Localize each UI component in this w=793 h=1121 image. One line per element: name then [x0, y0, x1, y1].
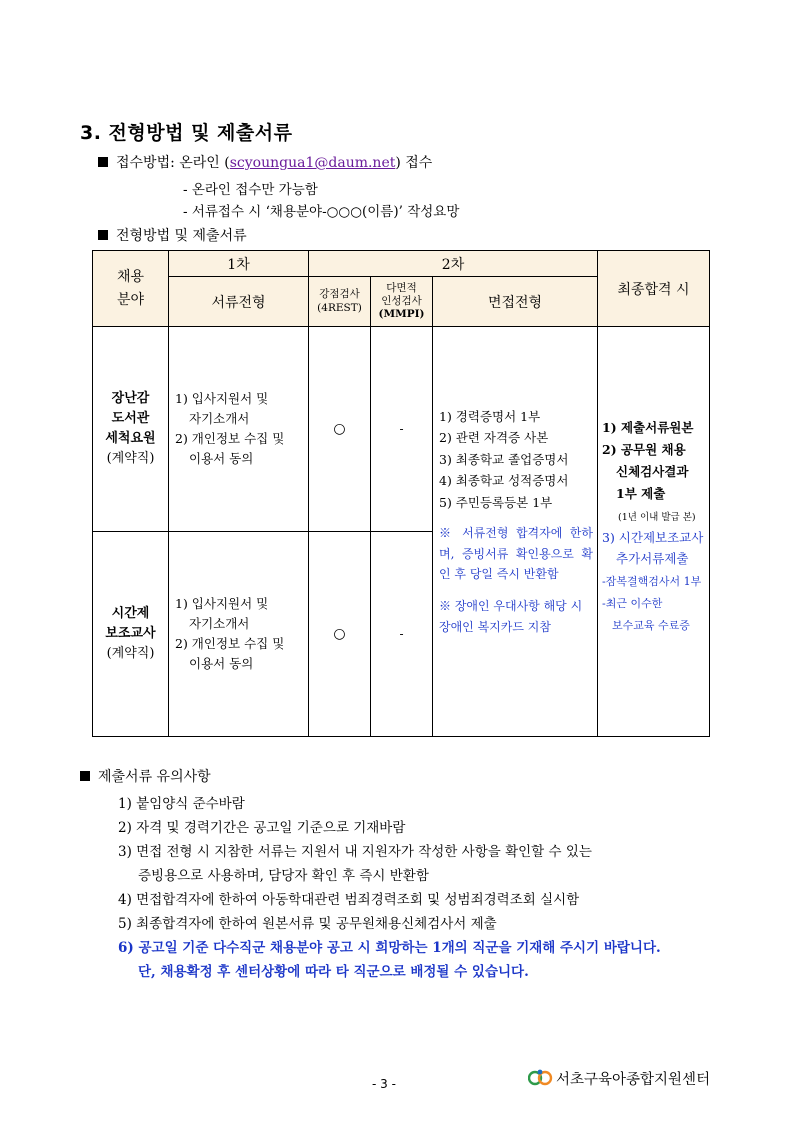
- note-item: 4) 면접합격자에 한하여 아동학대관련 범죄경력조회 및 성범죄경력조회 실시함: [118, 892, 580, 908]
- page-number: - 3 -: [372, 1077, 396, 1091]
- interview-note-disability: ※ 장애인 우대사항 해당 시 장애인 복지카드 지참: [439, 599, 583, 634]
- center-logo-icon: [528, 1067, 554, 1087]
- final-pass-documents: 1) 제출서류원본 2) 공무원 채용 신체검사결과 1부 제출 (1년 이내 발급 본) 3) 시간제보조교사 추가서류제출 -잠복결핵검사서 1부 -최근 이수한 보수교육 수료증: [598, 327, 710, 737]
- note-item: 3) 면접 전형 시 지참한 서류는 지원서 내 지원자가 작성한 사항을 확인할 수 있는: [118, 844, 592, 860]
- row1-mmpi: -: [371, 327, 433, 532]
- header-round2: 2차: [309, 251, 598, 277]
- row2-field: 시간제 보조교사 (계약직): [93, 532, 169, 737]
- header-field: 채용 분야: [93, 251, 169, 327]
- notes-title: 제출서류 유의사항: [98, 769, 211, 785]
- method-title: 전형방법 및 제출서류: [116, 228, 247, 244]
- note-item-highlight-continued: 단, 채용확정 후 센터상황에 따라 타 직군으로 배정될 수 있습니다.: [138, 964, 529, 980]
- note-item-highlight: 6) 공고일 기준 다수직군 채용분야 공고 시 희망하는 1개의 직군을 기재해 주시기 바랍니다.: [118, 940, 661, 956]
- row1-documents: 1) 입사지원서 및 자기소개서 2) 개인정보 수집 및 이용서 동의: [169, 327, 309, 532]
- header-final: 최종합격 시: [598, 251, 710, 327]
- square-bullet-icon: [80, 771, 90, 781]
- receipt-method: [98, 152, 432, 172]
- row2-aptitude: ○: [309, 532, 371, 737]
- header-interview: 면접전형: [433, 277, 598, 327]
- receipt-note-filename: - 서류접수 시 ‘채용분야-○○○(이름)’ 작성요망: [183, 204, 460, 220]
- section-title: 3. 전형방법 및 제출서류: [80, 122, 293, 144]
- header-aptitude-test: 강점검사 (4REST): [309, 277, 371, 327]
- header-mmpi: 다면적 인성검사 (MMPI): [371, 277, 433, 327]
- email-link[interactable]: scyoungua1@daum.net: [229, 155, 396, 171]
- notes-list: [118, 792, 661, 984]
- interview-note-return: ※ 서류전형 합격자에 한하며, 증빙서류 확인용으로 확인 후 당일 즉시 반환함: [439, 526, 593, 582]
- interview-documents: 1) 경력증명서 1부 2) 관련 자격증 사본 3) 최종학교 졸업증명서 4) 최종학교 성적증명서 5) 주민등록등본 1부 ※ 서류전형 합격자에 한하며, 증빙서류 확인용으로 확인 후 당일 즉시 반환함 ※ 장애인 우대사항 해당 시 장애인 복지카드 지참: [433, 327, 598, 737]
- row1-field: 장난감 도서관 세척요원 (계약직): [93, 327, 169, 532]
- header-round1: 1차: [169, 251, 309, 277]
- selection-table: [92, 250, 710, 737]
- receipt-suffix: ) 접수: [395, 155, 433, 171]
- note-item: 5) 최종합격자에 한하여 원본서류 및 공무원채용신체검사서 제출: [118, 916, 497, 932]
- row2-documents: 1) 입사지원서 및 자기소개서 2) 개인정보 수집 및 이용서 동의: [169, 532, 309, 737]
- note-item-continued: 증빙용으로 사용하며, 담당자 확인 후 즉시 반환함: [138, 868, 429, 884]
- note-item: 1) 붙임양식 준수바람: [118, 796, 245, 812]
- organization-name: 서초구육아종합지원센터: [556, 1072, 711, 1088]
- header-document-screening: 서류전형: [169, 277, 309, 327]
- notes-heading: [80, 766, 211, 786]
- receipt-label: 접수방법: 온라인 (: [116, 155, 230, 171]
- receipt-note-online-only: - 온라인 접수만 가능함: [183, 182, 318, 198]
- row1-aptitude: ○: [309, 327, 371, 532]
- square-bullet-icon: [98, 230, 108, 240]
- method-heading: [98, 225, 247, 245]
- note-item: 2) 자격 및 경력기간은 공고일 기준으로 기재바람: [118, 820, 406, 836]
- square-bullet-icon: [98, 157, 108, 167]
- row2-mmpi: -: [371, 532, 433, 737]
